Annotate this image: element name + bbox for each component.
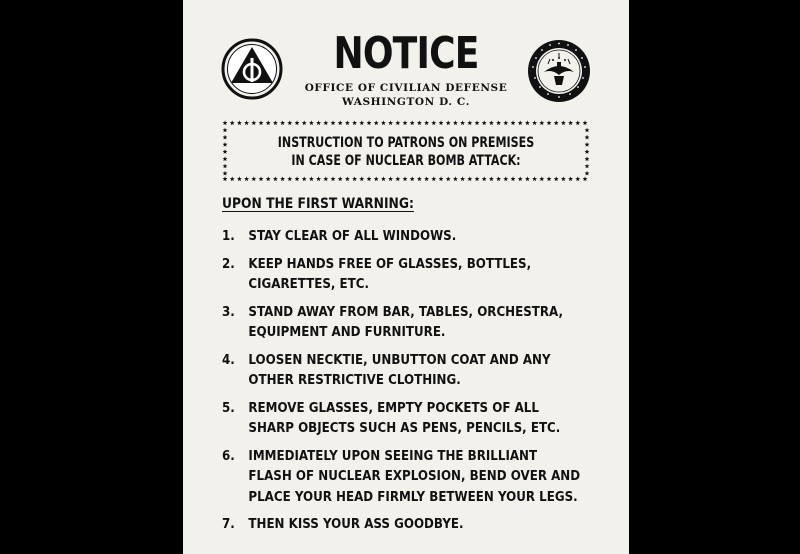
star-icon — [431, 120, 436, 125]
instruction-text — [244, 134, 568, 170]
star-icon — [547, 120, 552, 125]
star-icon — [345, 120, 350, 125]
star-icon — [496, 176, 501, 181]
star-icon — [518, 176, 523, 181]
star-icon — [446, 176, 451, 181]
star-icon — [424, 176, 429, 181]
office-name: OFFICE OF CIVILIAN DEFENSE — [304, 82, 508, 94]
star-icon — [417, 176, 422, 181]
star-icon — [251, 120, 256, 125]
star-icon — [223, 156, 228, 161]
star-icon — [223, 135, 228, 140]
star-icon — [287, 120, 292, 125]
item-text: STAND AWAY FROM BAR, TABLES, ORCHESTRA, EQUIPMENT AND FURNITURE. — [248, 303, 563, 340]
star-icon — [223, 128, 228, 133]
instruction-line-2: IN CASE OF NUCLEAR BOMB ATTACK: — [291, 153, 521, 169]
star-icon — [439, 120, 444, 125]
notice-poster — [183, 0, 629, 554]
item-number: 2. — [222, 255, 235, 272]
item-text: THEN KISS YOUR ASS GOODBYE. — [248, 516, 464, 532]
star-icon — [237, 176, 242, 181]
star-icon — [381, 176, 386, 181]
star-icon — [417, 120, 422, 125]
star-icon — [331, 120, 336, 125]
star-icon — [410, 120, 415, 125]
star-icon — [489, 120, 494, 125]
star-icon — [302, 120, 307, 125]
star-icon — [489, 176, 494, 181]
list-item — [222, 398, 618, 439]
star-icon — [575, 176, 580, 181]
star-icon — [395, 176, 400, 181]
star-icon — [554, 120, 559, 125]
star-icon — [532, 176, 537, 181]
item-text: REMOVE GLASSES, EMPTY POCKETS OF ALL SHARP OBJECTS SUCH AS PENS, PENCILS, ETC. — [248, 399, 561, 436]
star-icon — [266, 176, 271, 181]
star-icon — [561, 176, 566, 181]
star-icon — [585, 164, 590, 169]
item-number: 3. — [222, 303, 235, 320]
star-icon — [273, 120, 278, 125]
star-icon — [352, 120, 357, 125]
star-icon — [503, 176, 508, 181]
star-icon — [251, 176, 256, 181]
star-icon — [345, 176, 350, 181]
star-icon — [539, 120, 544, 125]
star-icon — [295, 120, 300, 125]
star-icon — [475, 120, 480, 125]
star-icon — [585, 171, 590, 176]
star-icon — [410, 176, 415, 181]
star-icon — [525, 120, 530, 125]
notice-title: NOTICE — [333, 28, 479, 79]
star-icon — [518, 120, 523, 125]
star-icon — [244, 120, 249, 125]
star-icon — [323, 120, 328, 125]
star-icon — [585, 156, 590, 161]
star-icon — [395, 120, 400, 125]
star-icon — [323, 176, 328, 181]
star-icon — [223, 171, 228, 176]
star-icon — [316, 120, 321, 125]
star-icon — [223, 120, 228, 125]
instruction-list — [222, 226, 622, 542]
star-icon — [532, 120, 537, 125]
item-number: 6. — [222, 447, 235, 464]
item-text: KEEP HANDS FREE OF GLASSES, BOTTLES, CIGARETTES, ETC. — [248, 255, 532, 292]
instruction-line-1: INSTRUCTION TO PATRONS ON PREMISES — [277, 135, 535, 151]
star-icon — [244, 176, 249, 181]
star-icon — [223, 176, 228, 181]
star-icon — [295, 176, 300, 181]
star-icon — [266, 120, 271, 125]
list-item — [222, 350, 618, 391]
star-icon — [568, 120, 573, 125]
star-icon — [585, 142, 590, 147]
star-icon — [374, 176, 379, 181]
star-icon — [585, 149, 590, 154]
star-icon — [583, 120, 588, 125]
star-icon — [424, 120, 429, 125]
star-icon — [460, 176, 465, 181]
star-icon — [237, 120, 242, 125]
item-text: LOOSEN NECKTIE, UNBUTTON COAT AND ANY OTHER RESTRICTIVE CLOTHING. — [248, 351, 551, 388]
star-icon — [302, 176, 307, 181]
instruction-box — [222, 120, 590, 182]
item-number: 5. — [222, 399, 235, 416]
star-icon — [287, 176, 292, 181]
star-icon — [280, 176, 285, 181]
star-icon — [316, 176, 321, 181]
item-number: 1. — [222, 228, 235, 244]
item-number: 7. — [222, 516, 235, 532]
star-icon — [403, 120, 408, 125]
star-icon — [583, 176, 588, 181]
star-icon — [511, 120, 516, 125]
star-icon — [575, 120, 580, 125]
star-icon — [539, 176, 544, 181]
item-number: 4. — [222, 351, 235, 368]
star-icon — [259, 120, 264, 125]
star-icon — [460, 120, 465, 125]
star-icon — [352, 176, 357, 181]
star-icon — [338, 120, 343, 125]
star-icon — [585, 135, 590, 140]
star-icon — [511, 176, 516, 181]
star-icon — [585, 128, 590, 133]
star-icon — [453, 176, 458, 181]
star-icon — [482, 176, 487, 181]
star-icon — [446, 120, 451, 125]
star-icon — [554, 176, 559, 181]
star-icon — [561, 120, 566, 125]
star-icon — [223, 164, 228, 169]
star-icon — [309, 120, 314, 125]
star-icon — [223, 142, 228, 147]
star-icon — [503, 120, 508, 125]
star-icon — [496, 120, 501, 125]
star-icon — [467, 176, 472, 181]
star-icon — [367, 120, 372, 125]
star-icon — [568, 176, 573, 181]
star-icon — [475, 176, 480, 181]
star-icon — [388, 176, 393, 181]
star-icon — [259, 176, 264, 181]
star-icon — [467, 120, 472, 125]
star-icon — [331, 176, 336, 181]
star-icon — [309, 176, 314, 181]
star-icon — [482, 120, 487, 125]
star-icon — [388, 120, 393, 125]
list-item — [222, 446, 618, 508]
list-item — [222, 514, 618, 535]
list-item — [222, 254, 618, 295]
office-location: WASHINGTON D. C. — [342, 96, 470, 108]
star-icon — [223, 149, 228, 154]
star-icon — [359, 120, 364, 125]
star-icon — [230, 176, 235, 181]
star-icon — [374, 120, 379, 125]
star-icon — [273, 176, 278, 181]
star-icon — [230, 120, 235, 125]
star-icon — [338, 176, 343, 181]
item-text: IMMEDIATELY UPON SEEING THE BRILLIANT FLASH OF NUCLEAR EXPLOSION, BEND OVER AND PLACE YOUR HEAD FIRMLY BETWEEN YOUR LEGS. — [248, 447, 581, 505]
star-icon — [525, 176, 530, 181]
list-item — [222, 226, 618, 247]
star-icon — [280, 120, 285, 125]
star-icon — [367, 176, 372, 181]
list-item — [222, 302, 618, 343]
item-text: STAY CLEAR OF ALL WINDOWS. — [248, 228, 457, 244]
star-icon — [453, 120, 458, 125]
star-icon — [431, 176, 436, 181]
first-warning-heading: UPON THE FIRST WARNING: — [222, 196, 414, 212]
star-icon — [359, 176, 364, 181]
star-icon — [439, 176, 444, 181]
star-icon — [403, 176, 408, 181]
star-icon — [381, 120, 386, 125]
star-icon — [547, 176, 552, 181]
